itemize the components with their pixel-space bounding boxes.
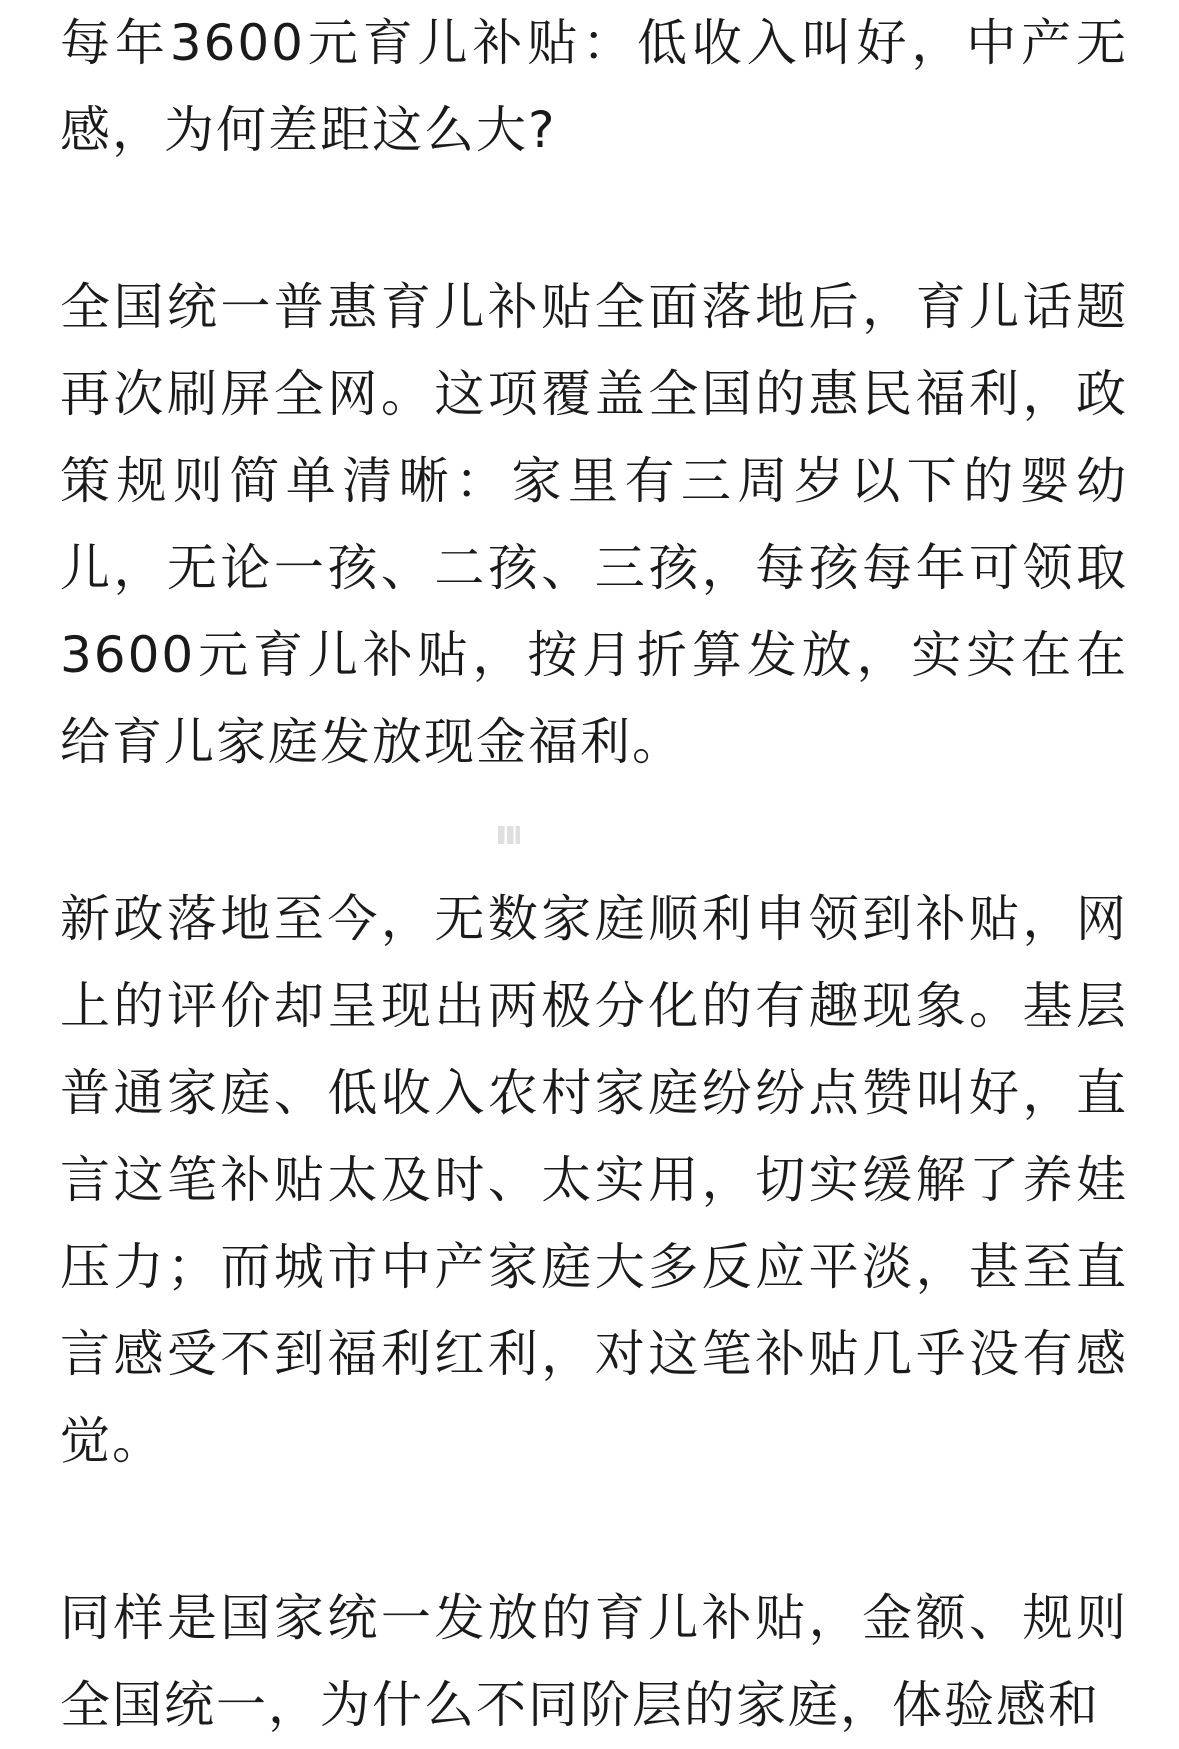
article-title: 每年3600元育儿补贴：低收入叫好，中产无感，为何差距这么大?	[60, 14, 1128, 159]
article-paragraph: 同样是国家统一发放的育儿补贴，金额、规则全国统一，为什么不同阶层的家庭，体验感和	[60, 1589, 1128, 1734]
article-paragraph: 新政落地至今，无数家庭顺利申领到补贴，网上的评价却呈现出两极分化的有趣现象。基层普通家庭、低收入农村家庭纷纷点赞叫好，直言这笔补贴太及时、太实用，切实缓解了养娃压力；而城市中产家庭大多反应平淡，甚至直言感受不到福利红利，对这笔补贴几乎没有感觉。	[60, 890, 1128, 1470]
selection-handle-icon	[498, 826, 520, 844]
article-body	[60, 0, 1128, 1749]
article-paragraph: 全国统一普惠育儿补贴全面落地后，育儿话题再次刷屏全网。这项覆盖全国的惠民福利，政策规则简单清晰：家里有三周岁以下的婴幼儿，无论一孩、二孩、三孩，每孩每年可领取3600元育儿补贴，按月折算发放，实实在在给育儿家庭发放现金福利。	[60, 278, 1128, 771]
